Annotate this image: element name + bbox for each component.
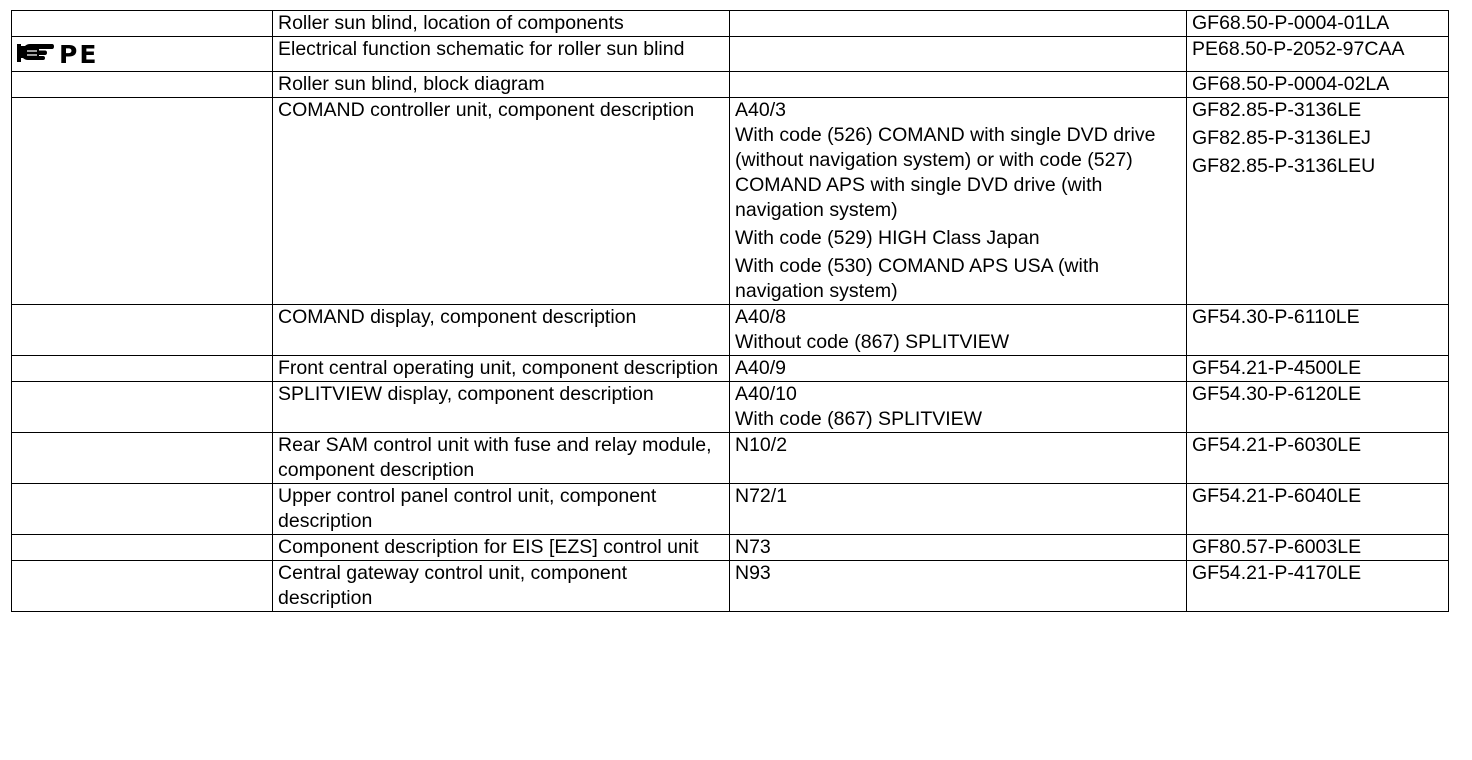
table-row bbox=[12, 433, 1449, 484]
note-cell bbox=[730, 382, 1187, 433]
description-text: Roller sun blind, location of components bbox=[278, 12, 624, 34]
reference-link[interactable]: GF68.50-P-0004-02LA bbox=[1192, 73, 1390, 95]
table-row bbox=[12, 305, 1449, 356]
reference-link[interactable]: GF82.85-P-3136LE bbox=[1192, 99, 1362, 121]
marker-cell bbox=[12, 382, 273, 433]
description-text: Rear SAM control unit with fuse and relay module, component description bbox=[278, 434, 712, 481]
note-text: N10/2 bbox=[735, 434, 788, 456]
description-text: COMAND display, component description bbox=[278, 306, 637, 328]
note-text: With code (529) HIGH Class Japan bbox=[735, 227, 1040, 249]
pe-marker[interactable] bbox=[15, 37, 266, 71]
description-cell bbox=[273, 433, 730, 484]
pe-label: PE bbox=[59, 39, 99, 69]
note-text: A40/10 With code (867) SPLITVIEW bbox=[735, 383, 983, 430]
marker-cell bbox=[12, 356, 273, 382]
table-row bbox=[12, 98, 1449, 305]
note-cell bbox=[730, 484, 1187, 535]
marker-cell bbox=[12, 98, 273, 305]
marker-cell bbox=[12, 561, 273, 612]
marker-cell bbox=[12, 11, 273, 37]
description-cell bbox=[273, 305, 730, 356]
description-text: Roller sun blind, block diagram bbox=[278, 73, 545, 95]
description-cell bbox=[273, 72, 730, 98]
reference-link[interactable]: GF54.30-P-6110LE bbox=[1192, 306, 1360, 328]
description-cell bbox=[273, 356, 730, 382]
table-row bbox=[12, 382, 1449, 433]
table-row bbox=[12, 561, 1449, 612]
marker-cell bbox=[12, 535, 273, 561]
reference-cell bbox=[1187, 305, 1449, 356]
marker-cell bbox=[12, 72, 273, 98]
reference-cell bbox=[1187, 37, 1449, 72]
reference-link[interactable]: GF54.21-P-4500LE bbox=[1192, 357, 1362, 379]
reference-link[interactable]: GF82.85-P-3136LEJ bbox=[1192, 127, 1371, 149]
table-body bbox=[12, 11, 1449, 612]
description-text: SPLITVIEW display, component description bbox=[278, 383, 654, 405]
note-cell bbox=[730, 433, 1187, 484]
description-text: Electrical function schematic for roller sun blind bbox=[278, 38, 685, 60]
reference-cell bbox=[1187, 433, 1449, 484]
description-cell bbox=[273, 37, 730, 72]
reference-cell bbox=[1187, 561, 1449, 612]
reference-link[interactable]: GF54.30-P-6120LE bbox=[1192, 383, 1362, 405]
marker-cell bbox=[12, 305, 273, 356]
reference-link[interactable]: GF54.21-P-6040LE bbox=[1192, 485, 1362, 507]
reference-link[interactable]: GF82.85-P-3136LEU bbox=[1192, 155, 1376, 177]
reference-link[interactable]: GF54.21-P-6030LE bbox=[1192, 434, 1362, 456]
note-cell bbox=[730, 356, 1187, 382]
description-cell bbox=[273, 535, 730, 561]
table-row bbox=[12, 37, 1449, 72]
reference-cell bbox=[1187, 484, 1449, 535]
note-cell bbox=[730, 11, 1187, 37]
reference-cell bbox=[1187, 72, 1449, 98]
note-text: A40/9 bbox=[735, 357, 786, 379]
note-text: N93 bbox=[735, 562, 771, 584]
description-text: Upper control panel control unit, component description bbox=[278, 485, 657, 532]
description-cell bbox=[273, 382, 730, 433]
component-reference-table bbox=[11, 10, 1449, 612]
reference-cell bbox=[1187, 535, 1449, 561]
description-text: Component description for EIS [EZS] control unit bbox=[278, 536, 699, 558]
note-cell bbox=[730, 72, 1187, 98]
description-cell bbox=[273, 484, 730, 535]
pointing-hand-icon bbox=[15, 42, 55, 66]
description-text: COMAND controller unit, component description bbox=[278, 99, 695, 121]
table-row bbox=[12, 484, 1449, 535]
note-cell bbox=[730, 305, 1187, 356]
table-row bbox=[12, 11, 1449, 37]
description-cell bbox=[273, 11, 730, 37]
reference-link[interactable]: GF68.50-P-0004-01LA bbox=[1192, 12, 1390, 34]
reference-cell bbox=[1187, 11, 1449, 37]
note-text: N72/1 bbox=[735, 485, 788, 507]
note-text: N73 bbox=[735, 536, 771, 558]
reference-cell bbox=[1187, 356, 1449, 382]
note-text: A40/8 Without code (867) SPLITVIEW bbox=[735, 306, 1010, 353]
reference-link[interactable]: GF54.21-P-4170LE bbox=[1192, 562, 1362, 584]
description-text: Central gateway control unit, component description bbox=[278, 562, 628, 609]
note-cell bbox=[730, 561, 1187, 612]
note-text: With code (530) COMAND APS USA (with navigation system) bbox=[735, 255, 1100, 302]
reference-cell bbox=[1187, 98, 1449, 305]
description-cell bbox=[273, 98, 730, 305]
table-row bbox=[12, 535, 1449, 561]
note-cell bbox=[730, 37, 1187, 72]
description-text: Front central operating unit, component description bbox=[278, 357, 719, 379]
description-cell bbox=[273, 561, 730, 612]
table-row bbox=[12, 72, 1449, 98]
note-text: A40/3 With code (526) COMAND with single DVD drive (without navigation system) or with code (527) COMAND APS with single DVD drive (with navigation system) bbox=[735, 99, 1156, 221]
note-cell bbox=[730, 535, 1187, 561]
table-row bbox=[12, 356, 1449, 382]
reference-link[interactable]: GF80.57-P-6003LE bbox=[1192, 536, 1362, 558]
note-cell bbox=[730, 98, 1187, 305]
reference-cell bbox=[1187, 382, 1449, 433]
marker-cell bbox=[12, 37, 273, 72]
reference-link[interactable]: PE68.50-P-2052-97CAA bbox=[1192, 38, 1405, 60]
marker-cell bbox=[12, 433, 273, 484]
marker-cell bbox=[12, 484, 273, 535]
